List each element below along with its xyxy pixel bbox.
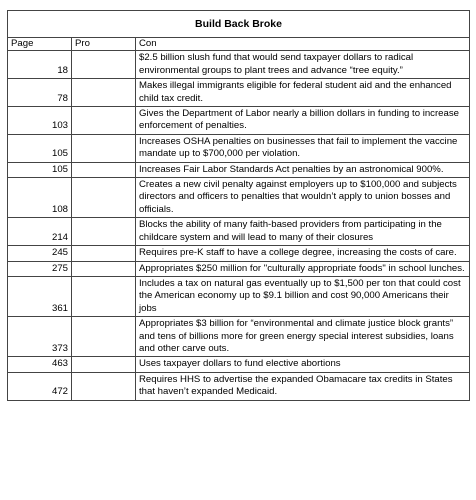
con-cell: Increases OSHA penalties on businesses that fail to implement the vaccine mandate up to $700,000 per violation. <box>136 134 470 162</box>
page-number-cell: 245 <box>8 246 72 261</box>
table-row <box>8 107 470 135</box>
page-number-cell: 78 <box>8 79 72 107</box>
con-cell: Requires HHS to advertise the expanded Obamacare tax credits in States that haven’t expanded Medicaid. <box>136 372 470 400</box>
pro-cell <box>72 79 136 107</box>
table-row <box>8 246 470 261</box>
table-row <box>8 134 470 162</box>
con-cell: Blocks the ability of many faith-based providers from participating in the childcare system and will lead to many of their closures <box>136 218 470 246</box>
pro-cell <box>72 357 136 372</box>
table-title: Build Back Broke <box>8 11 470 38</box>
page-number-cell: 103 <box>8 107 72 135</box>
header-row <box>8 38 470 51</box>
pro-cell <box>72 178 136 218</box>
table-row <box>8 218 470 246</box>
page-number-cell: 373 <box>8 317 72 357</box>
page-number-cell: 18 <box>8 51 72 79</box>
table-row <box>8 357 470 372</box>
pro-cell <box>72 162 136 177</box>
pro-cell <box>72 261 136 276</box>
column-header-page: Page <box>8 38 72 51</box>
table-row <box>8 162 470 177</box>
spreadsheet <box>7 10 469 401</box>
table-row <box>8 178 470 218</box>
page-number-cell: 361 <box>8 276 72 316</box>
pro-cell <box>72 107 136 135</box>
table-row <box>8 276 470 316</box>
table-row <box>8 317 470 357</box>
con-cell: Creates a new civil penalty against employers up to $100,000 and subjects directors and officers to penalties that wouldn’t apply to union bosses and officials. <box>136 178 470 218</box>
pro-cell <box>72 218 136 246</box>
table-row <box>8 261 470 276</box>
pro-cell <box>72 246 136 261</box>
page-number-cell: 275 <box>8 261 72 276</box>
column-header-con: Con <box>136 38 470 51</box>
page-number-cell: 105 <box>8 162 72 177</box>
page-number-cell: 108 <box>8 178 72 218</box>
pro-cell <box>72 51 136 79</box>
con-cell: $2.5 billion slush fund that would send taxpayer dollars to radical environmental groups to plant trees and advance “tree equity.” <box>136 51 470 79</box>
table-row <box>8 372 470 400</box>
con-cell: Increases Fair Labor Standards Act penalties by an astronomical 900%. <box>136 162 470 177</box>
page-number-cell: 214 <box>8 218 72 246</box>
con-cell: Gives the Department of Labor nearly a billion dollars in funding to increase enforcement of penalties. <box>136 107 470 135</box>
build-back-broke-table <box>7 10 470 401</box>
column-header-pro: Pro <box>72 38 136 51</box>
table-row <box>8 51 470 79</box>
con-cell: Requires pre-K staff to have a college degree, increasing the costs of care. <box>136 246 470 261</box>
con-cell: Makes illegal immigrants eligible for federal student aid and the enhanced child tax credit. <box>136 79 470 107</box>
page-number-cell: 472 <box>8 372 72 400</box>
con-cell: Includes a tax on natural gas eventually up to $1,500 per ton that could cost the American economy up to $9.1 billion and cost 90,000 Americans their jobs <box>136 276 470 316</box>
title-row <box>8 11 470 38</box>
con-cell: Appropriates $3 billion for “environmental and climate justice block grants” and tens of billions more for green energy special interest subsidies, loans and other carve outs. <box>136 317 470 357</box>
table-row <box>8 79 470 107</box>
pro-cell <box>72 134 136 162</box>
pro-cell <box>72 276 136 316</box>
pro-cell <box>72 372 136 400</box>
con-cell: Uses taxpayer dollars to fund elective abortions <box>136 357 470 372</box>
pro-cell <box>72 317 136 357</box>
page-number-cell: 463 <box>8 357 72 372</box>
con-cell: Appropriates $250 million for "culturally appropriate foods" in school lunches. <box>136 261 470 276</box>
table-body <box>8 51 470 400</box>
page-number-cell: 105 <box>8 134 72 162</box>
